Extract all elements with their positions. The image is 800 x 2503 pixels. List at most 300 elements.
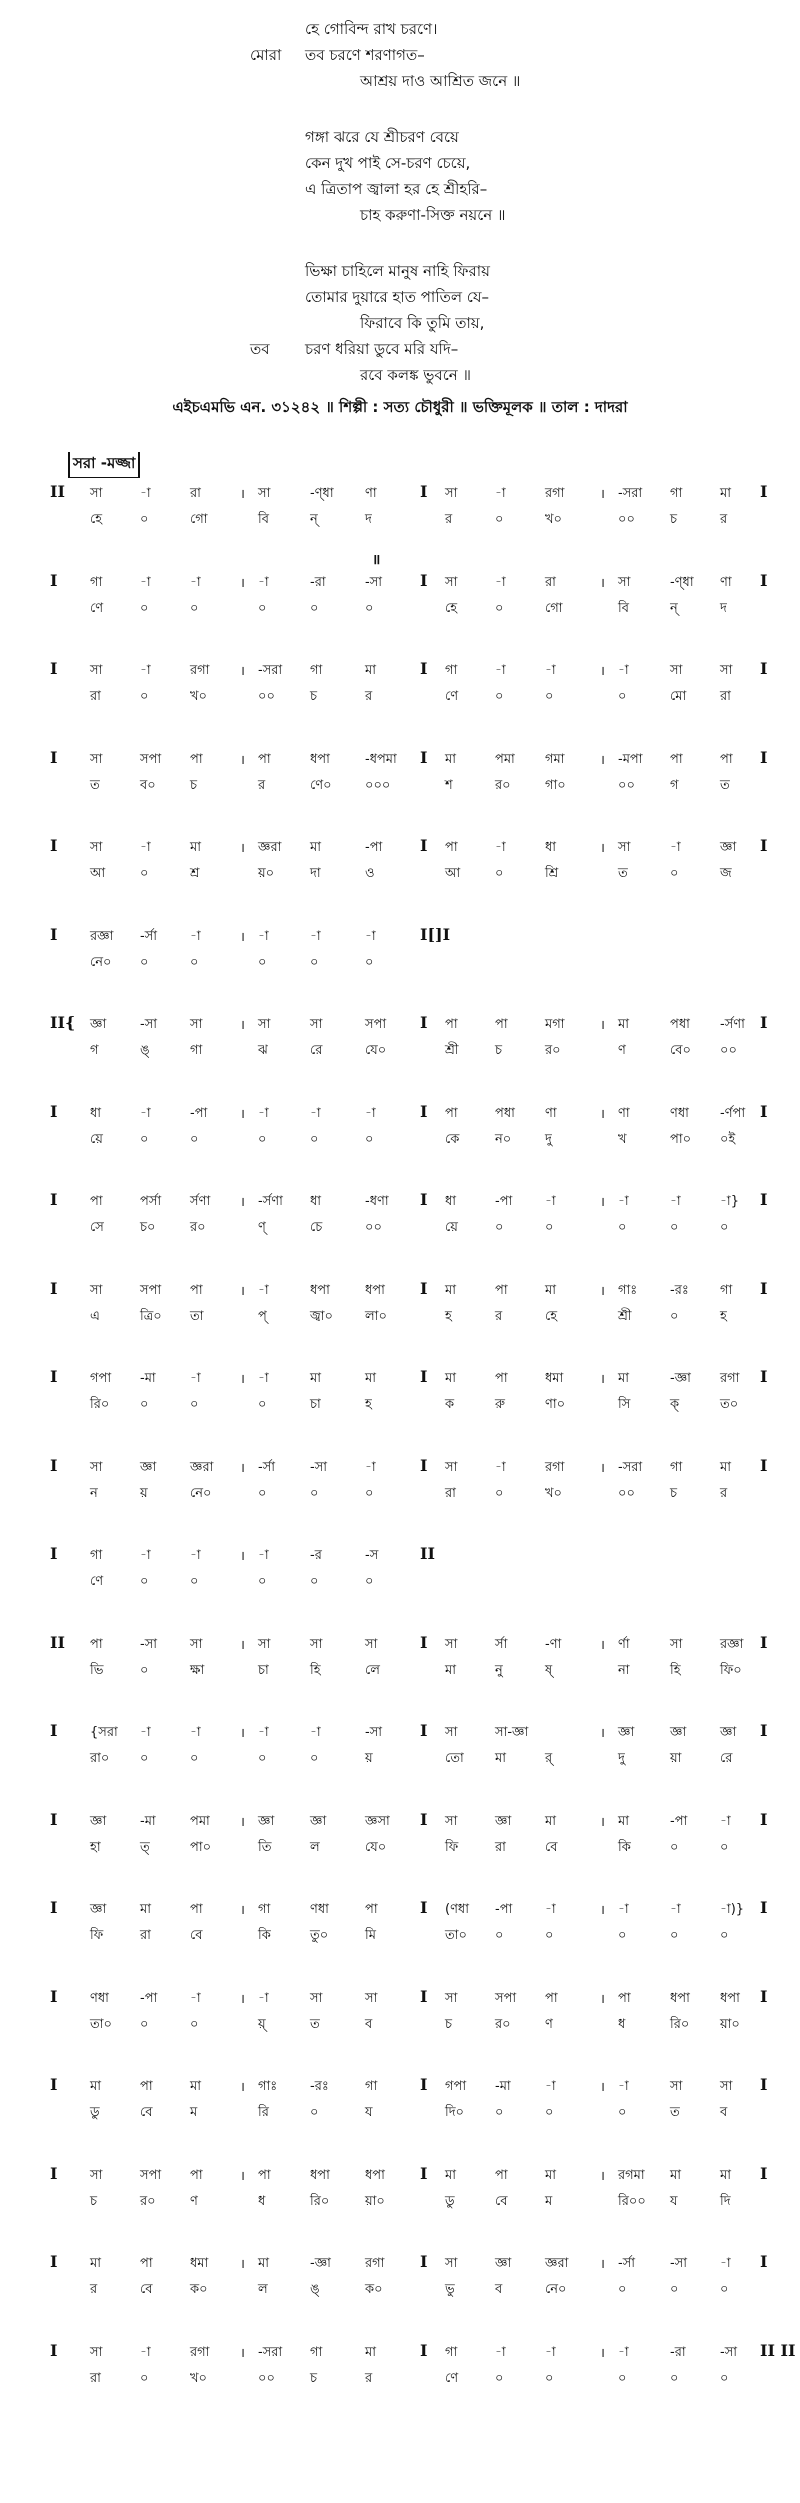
swara-note: গা — [445, 2344, 458, 2360]
swara-note: সপা — [365, 1017, 387, 1032]
bar-line: I — [760, 1455, 768, 1475]
bar-line: I — [760, 482, 768, 501]
swara-note: সা — [445, 1990, 458, 2006]
lyric-syllable: ব০ — [140, 777, 156, 793]
swara-note: -া — [545, 2079, 556, 2094]
swara-note: মা — [445, 2167, 456, 2183]
bar-line: I — [420, 1898, 428, 1917]
swara-note: -পা — [140, 1990, 158, 2006]
notation-row — [0, 1632, 800, 1695]
lyric-syllable: মি — [365, 1928, 376, 1943]
lyric-syllable: সি — [618, 1397, 631, 1412]
swara-note: -া — [190, 1548, 201, 1563]
lyric-syllable: দা — [310, 866, 321, 881]
swara-note: -পা — [365, 840, 383, 855]
lyric-syllable: ০ — [495, 600, 504, 616]
swara-note: -পা — [670, 1813, 688, 1829]
bar-line: I — [50, 1190, 58, 1209]
swara-note: সা — [445, 1813, 458, 1829]
swara-note: পা — [190, 2167, 203, 2183]
lyric-syllable: ণে — [90, 600, 104, 616]
notation-row — [0, 838, 800, 898]
lyric-syllable: ০ — [140, 2016, 149, 2032]
lyric-syllable: ক্ — [670, 1397, 680, 1412]
lyric-text: কেন দুখ পাই সে-চরণ চেয়ে, — [305, 154, 471, 172]
lyric-syllable: ০ — [670, 2282, 679, 2297]
swara-note: -র — [310, 1548, 322, 1563]
lyric-syllable: শ্রী — [618, 1308, 632, 1324]
swara-note: জ্ঞা — [90, 1017, 107, 1032]
bar-line: I[]I — [420, 924, 451, 944]
swara-note: ধপা — [310, 1282, 330, 1298]
swara-note: -সরা — [618, 486, 643, 501]
swara-note: পা — [720, 751, 733, 767]
swara-note: সা — [258, 1636, 271, 1652]
bar-line: I — [420, 1101, 428, 1121]
lyric-syllable: ফি০ — [720, 1662, 742, 1678]
swara-note: মা — [190, 2079, 201, 2094]
swara-note: ণা — [720, 574, 732, 590]
lyric-text: হে গোবিন্দ রাখ চরণে। — [305, 20, 438, 38]
swara-note: পা — [445, 840, 458, 855]
lyric-syllable: ণে — [90, 1574, 104, 1589]
bar-line: I — [760, 1986, 768, 2006]
lyric-syllable: ০০ — [618, 777, 635, 793]
lyric-syllable: র — [90, 2282, 98, 2297]
lyric-syllable: র — [365, 2370, 373, 2386]
lyric-syllable: রি — [258, 2105, 269, 2120]
lyric-syllable: ন০ — [495, 1131, 512, 1147]
notation-row — [0, 1455, 800, 1518]
swara-note: মা — [545, 1813, 556, 1829]
swara-note: -পা — [495, 1902, 513, 1917]
swara-note: ধা — [90, 1105, 102, 1121]
beat-divider: । — [240, 575, 245, 591]
swara-note: -া — [545, 1194, 556, 1209]
swara-note: পা — [495, 1017, 508, 1032]
beat-divider: । — [240, 752, 245, 768]
lyric-line — [0, 18, 800, 44]
lyric-syllable: গা — [190, 1043, 203, 1058]
bar-line: I — [420, 1809, 428, 1829]
lyric-syllable: র — [258, 777, 266, 793]
lyric-syllable: ০০ — [618, 512, 635, 527]
lyric-text: ফিরাবে কি তুমি তায়, — [360, 314, 485, 332]
lyric-syllable: জ্বা০ — [310, 1308, 334, 1324]
swara-note: ণধা — [310, 1902, 329, 1917]
lyric-syllable: ণ — [618, 1043, 626, 1058]
bar-line: I — [50, 2075, 58, 2094]
lyric-syllable: তো — [445, 1751, 464, 1766]
swara-note: -া — [545, 663, 556, 678]
swara-note: -া — [310, 1105, 321, 1121]
swara-note: -া — [618, 2344, 629, 2360]
lyric-syllable: পা০ — [670, 1131, 692, 1147]
swara-note: জ্ঞা — [720, 840, 737, 855]
lyric-syllable: রা — [90, 689, 101, 704]
lyric-syllable: ণ — [190, 2193, 198, 2209]
swara-note: জ্ঞা — [90, 1902, 107, 1917]
swara-note: পা — [190, 1902, 203, 1917]
swara-note: রগা — [190, 663, 210, 678]
swara-note: -জ্ঞা — [670, 1371, 691, 1386]
lyrics-block — [0, 18, 800, 390]
lyric-syllable: ০ — [140, 1397, 149, 1412]
swara-note: -সা — [140, 1636, 158, 1652]
swara-note: -া — [618, 663, 629, 678]
bar-line: I — [760, 2075, 768, 2094]
swara-note: -া — [310, 928, 321, 944]
lyric-syllable: ডু — [90, 2105, 100, 2120]
lyric-syllable: র০ — [140, 2193, 156, 2209]
lyric-syllable: ০ — [365, 600, 374, 616]
swara-note: মা — [445, 1371, 456, 1386]
swara-note: মা — [258, 2256, 269, 2271]
lyric-syllable: শ — [445, 777, 453, 793]
swara-note: -া — [258, 1282, 269, 1298]
swara-note: -স — [365, 1548, 379, 1563]
swara-note: ধমা — [190, 2256, 209, 2271]
lyric-line — [0, 312, 800, 338]
swara-note: -রা — [310, 574, 326, 590]
swara-note: ণধা — [90, 1990, 109, 2006]
swara-note: -া — [545, 2344, 556, 2360]
lyric-syllable: চা — [310, 1397, 321, 1412]
swara-note: গা — [670, 1459, 683, 1475]
lyric-syllable: ০ — [670, 1839, 679, 1855]
lyric-syllable: দি — [720, 2193, 731, 2209]
swara-note: -সরা — [618, 1459, 643, 1475]
lyric-syllable: ০ — [495, 866, 504, 881]
lyric-syllable: ০ — [140, 1662, 149, 1678]
lyric-syllable: হে — [545, 1308, 558, 1324]
swara-note: -া — [258, 1371, 269, 1386]
swara-note: মগা — [545, 1017, 565, 1032]
swara-note: -া — [545, 1902, 556, 1917]
lyric-syllable: বে — [140, 2282, 153, 2297]
bar-line: I — [420, 1013, 428, 1032]
swara-note: -া — [365, 1105, 376, 1121]
lyric-syllable: ন্ — [310, 512, 318, 527]
swara-note: সা — [445, 1725, 458, 1740]
notation-row — [0, 1723, 800, 1783]
swara-note: মা — [670, 2167, 681, 2183]
lyric-syllable: ০ — [365, 1131, 374, 1147]
swara-note: পা — [90, 1636, 103, 1652]
lyric-syllable: ০ — [495, 2105, 504, 2120]
swara-note: মা — [618, 1017, 629, 1032]
notation-row — [0, 1369, 800, 1429]
bar-line: I — [420, 482, 428, 501]
swara-note: -া — [190, 1371, 201, 1386]
swara-note: -া — [618, 2079, 629, 2094]
lyric-syllable: রি০ — [90, 1397, 110, 1412]
beat-divider: । — [600, 1637, 605, 1653]
swara-note: মা — [545, 1282, 556, 1298]
bar-line: I — [50, 1455, 58, 1475]
bar-line: II — [50, 1632, 65, 1652]
notation-row — [0, 2254, 800, 2314]
swara-note: -মা — [140, 1371, 156, 1386]
swara-note: মা — [365, 2344, 376, 2360]
beat-divider: । — [240, 664, 245, 679]
bar-line: I — [760, 659, 768, 678]
swara-note: -সা — [140, 1017, 158, 1032]
lyric-syllable: ০ — [140, 866, 149, 881]
swara-note: -া — [258, 1548, 269, 1563]
beat-divider: । — [240, 1814, 245, 1830]
swara-note: -ণ্ধা — [310, 486, 334, 501]
lyric-syllable: ০ — [140, 954, 149, 970]
bar-line: I — [420, 1632, 428, 1652]
swara-note: ধপা — [310, 2167, 330, 2183]
lyric-syllable: ০০ — [618, 1485, 635, 1501]
notation-row — [0, 1900, 800, 1960]
lyric-syllable: ণ — [545, 2016, 553, 2032]
bar-line: I — [50, 2163, 58, 2183]
bar-line: II{ — [50, 1013, 76, 1032]
beat-divider: । — [240, 1991, 245, 2007]
swara-note: -ধণা — [365, 1194, 389, 1209]
swara-note: ণা — [545, 1105, 557, 1121]
swara-note: পা — [670, 751, 683, 767]
beat-divider: । — [600, 664, 605, 679]
beat-divider: । — [600, 1018, 605, 1033]
lyric-line — [0, 260, 800, 286]
lyric-syllable: ০ — [140, 512, 149, 527]
swara-note: সা — [445, 2256, 458, 2271]
bar-line: I — [420, 1721, 428, 1740]
lyric-syllable: হে — [445, 600, 458, 616]
lyric-syllable: ০ — [670, 1220, 679, 1235]
swara-note: -রা — [670, 2344, 686, 2360]
bar-line: I — [50, 836, 58, 855]
swara-note: মা — [445, 751, 456, 767]
swara-note: ধা — [445, 1194, 457, 1209]
lyric-syllable: ত০ — [720, 1397, 739, 1412]
notation-row — [0, 2077, 800, 2137]
lyric-syllable: ০ — [310, 954, 319, 970]
lyric-syllable: ০ — [495, 1928, 504, 1943]
section-divider: ॥ — [372, 552, 381, 568]
bar-line: I — [50, 2340, 58, 2360]
lyric-syllable: ০ — [720, 1928, 729, 1943]
swara-note: -া — [140, 1105, 151, 1121]
bar-line: I — [760, 1013, 768, 1032]
bar-line: I — [760, 2252, 768, 2271]
lyric-line — [0, 364, 800, 390]
lyric-syllable: ডু — [445, 2193, 455, 2209]
beat-divider: । — [240, 2168, 245, 2184]
lyric-line — [0, 286, 800, 312]
beat-divider: । — [240, 1903, 245, 1918]
swara-note: -া — [190, 928, 201, 944]
lyric-syllable: ফি — [445, 1839, 459, 1855]
lyric-syllable: শ্রী — [445, 1043, 459, 1058]
swara-note: -া — [495, 486, 506, 501]
lyric-syllable: এ — [90, 1308, 100, 1324]
swara-note: সা — [90, 751, 103, 767]
lyric-syllable: ০ — [190, 600, 199, 616]
swara-note: সা — [90, 1459, 103, 1475]
lyric-syllable: র — [495, 1308, 503, 1324]
bar-line: I — [50, 570, 58, 590]
bar-line: I — [760, 1632, 768, 1652]
beat-divider: । — [600, 2168, 605, 2184]
lyric-syllable: ০ — [310, 600, 319, 616]
lyric-syllable: রা — [90, 2370, 101, 2386]
lyric-syllable: য়া০ — [720, 2016, 740, 2032]
swara-note: মা — [720, 486, 731, 501]
swara-note: পধা — [670, 1017, 690, 1032]
lyric-syllable: রা — [495, 1839, 506, 1855]
swara-note: সা — [258, 1017, 271, 1032]
lyric-syllable: আ — [445, 866, 461, 881]
swara-note: -া — [365, 1459, 376, 1475]
swara-note: সা — [90, 663, 103, 678]
swara-note: -া — [140, 840, 151, 855]
bar-line: I — [760, 1809, 768, 1829]
swara-note: পা — [258, 751, 271, 767]
swara-note: পা — [618, 1990, 631, 2006]
swara-note: রজ্ঞা — [90, 928, 114, 944]
lyric-syllable: ঝ — [258, 1043, 268, 1058]
lyric-syllable: ০ — [258, 600, 267, 616]
swara-note: মা — [310, 840, 321, 855]
bar-line: I — [420, 836, 428, 855]
lyric-syllable: ০ — [140, 1131, 149, 1147]
notation-row — [0, 747, 800, 810]
beat-divider: । — [600, 752, 605, 768]
lyric-syllable: ০ — [258, 1131, 267, 1147]
lyric-syllable: হ — [365, 1397, 372, 1412]
lyric-syllable: র০ — [495, 2016, 511, 2032]
lyric-syllable: ০ — [545, 1220, 554, 1235]
lyric-prefix: তব — [250, 340, 270, 358]
swara-note: -া — [670, 1902, 681, 1917]
lyric-line — [0, 178, 800, 204]
beat-divider: । — [600, 1903, 605, 1918]
lyric-syllable: ঙ্ — [140, 1043, 150, 1058]
swara-note: সপা — [140, 751, 162, 767]
swara-note: (ণধা — [445, 1902, 469, 1917]
swara-note: -া — [618, 1194, 629, 1209]
notation-row — [0, 570, 800, 633]
lyric-syllable: বে — [190, 1928, 203, 1943]
beat-divider: । — [240, 1106, 245, 1122]
lyric-syllable: র — [720, 512, 728, 527]
swara-note: সা — [445, 1636, 458, 1652]
lyric-prefix: মোরা — [250, 46, 282, 64]
lyric-syllable: য়০ — [258, 866, 275, 881]
swara-note: -া — [495, 2344, 506, 2360]
beat-divider: । — [240, 2345, 245, 2361]
bar-line: II — [50, 482, 65, 501]
bar-line: I — [50, 1898, 58, 1917]
lyric-syllable: খ০ — [190, 2370, 207, 2386]
swara-note: সা — [365, 1990, 378, 2006]
swara-note: -া — [140, 486, 151, 501]
lyric-syllable: ণ্ — [258, 1220, 266, 1235]
bar-line: I — [50, 924, 58, 944]
beat-divider: । — [240, 1195, 245, 1210]
swara-note: রগা — [365, 2256, 385, 2271]
lyric-syllable: ম — [545, 2193, 553, 2209]
lyric-syllable: ০ — [720, 1839, 729, 1855]
swara-note: -র্সা — [618, 2256, 636, 2271]
bar-line: I — [420, 659, 428, 678]
swara-note: -জ্ঞা — [310, 2256, 331, 2271]
lyric-syllable: য — [365, 2105, 373, 2120]
swara-note: সা — [618, 840, 631, 855]
bar-line: I — [50, 1544, 58, 1563]
lyric-syllable: রা — [720, 689, 731, 704]
swara-note: গপা — [445, 2079, 467, 2094]
lyric-text: রবে কলঙ্ক ভুবনে ॥ — [360, 366, 471, 384]
swara-note: সা — [365, 1636, 378, 1652]
swara-note: -া} — [720, 1194, 739, 1209]
lyric-syllable: বে — [545, 1839, 558, 1855]
raga-label: সরা -মজ্জা — [68, 452, 140, 478]
lyric-text: এ ত্রিতাপ জ্বালা হর হে শ্রীহরি– — [305, 180, 488, 198]
swara-note: -া — [258, 1990, 269, 2006]
lyric-syllable: ০ — [495, 1485, 504, 1501]
lyric-syllable: বে — [495, 2193, 508, 2209]
lyric-syllable: ত — [90, 777, 100, 793]
lyric-syllable: গো — [545, 600, 563, 616]
bar-line: I — [420, 2075, 428, 2094]
swara-note: ধপা — [670, 1990, 690, 2006]
lyric-syllable: ০ — [140, 2370, 149, 2386]
notation-row — [0, 1546, 800, 1606]
lyric-syllable: চ — [445, 2016, 453, 2032]
lyric-syllable: ক০ — [365, 2282, 383, 2297]
swara-note: -র্সণা — [720, 1017, 745, 1032]
swara-note: গা — [258, 1902, 271, 1917]
lyric-syllable: নু — [495, 1662, 503, 1678]
lyric-syllable: চ — [90, 2193, 98, 2209]
swara-note: রগা — [545, 1459, 565, 1475]
lyric-syllable: ণে — [445, 2370, 459, 2386]
lyric-syllable: ন্ — [670, 600, 678, 616]
swara-note: গা — [310, 663, 323, 678]
bar-line: I — [50, 1101, 58, 1121]
lyric-syllable: বি — [618, 600, 629, 616]
swara-note: -া — [258, 1725, 269, 1740]
lyric-syllable: ০ — [720, 1220, 729, 1235]
lyric-syllable: চা — [258, 1662, 269, 1678]
swara-note: -া — [495, 840, 506, 855]
swara-note: -সা — [365, 574, 383, 590]
beat-divider: । — [600, 1106, 605, 1122]
lyric-syllable: র০ — [495, 777, 511, 793]
swara-note: সা — [258, 486, 271, 501]
lyric-syllable: শ্রি — [545, 866, 559, 881]
swara-note: র্সা — [495, 1636, 508, 1652]
lyric-line — [0, 126, 800, 152]
lyric-syllable: ০ — [495, 689, 504, 704]
swara-note: গা — [365, 2079, 378, 2094]
swara-note: -মা — [495, 2079, 511, 2094]
beat-divider: । — [600, 1372, 605, 1387]
lyric-syllable: খ — [618, 1131, 627, 1147]
lyric-syllable: দি০ — [445, 2105, 465, 2120]
swara-note: জ্ঞা — [720, 1725, 737, 1740]
swara-note: সা — [90, 1282, 103, 1298]
lyric-syllable: ০ — [618, 2282, 627, 2297]
swara-note: সা — [90, 486, 103, 501]
swara-note: -া — [720, 1813, 731, 1829]
